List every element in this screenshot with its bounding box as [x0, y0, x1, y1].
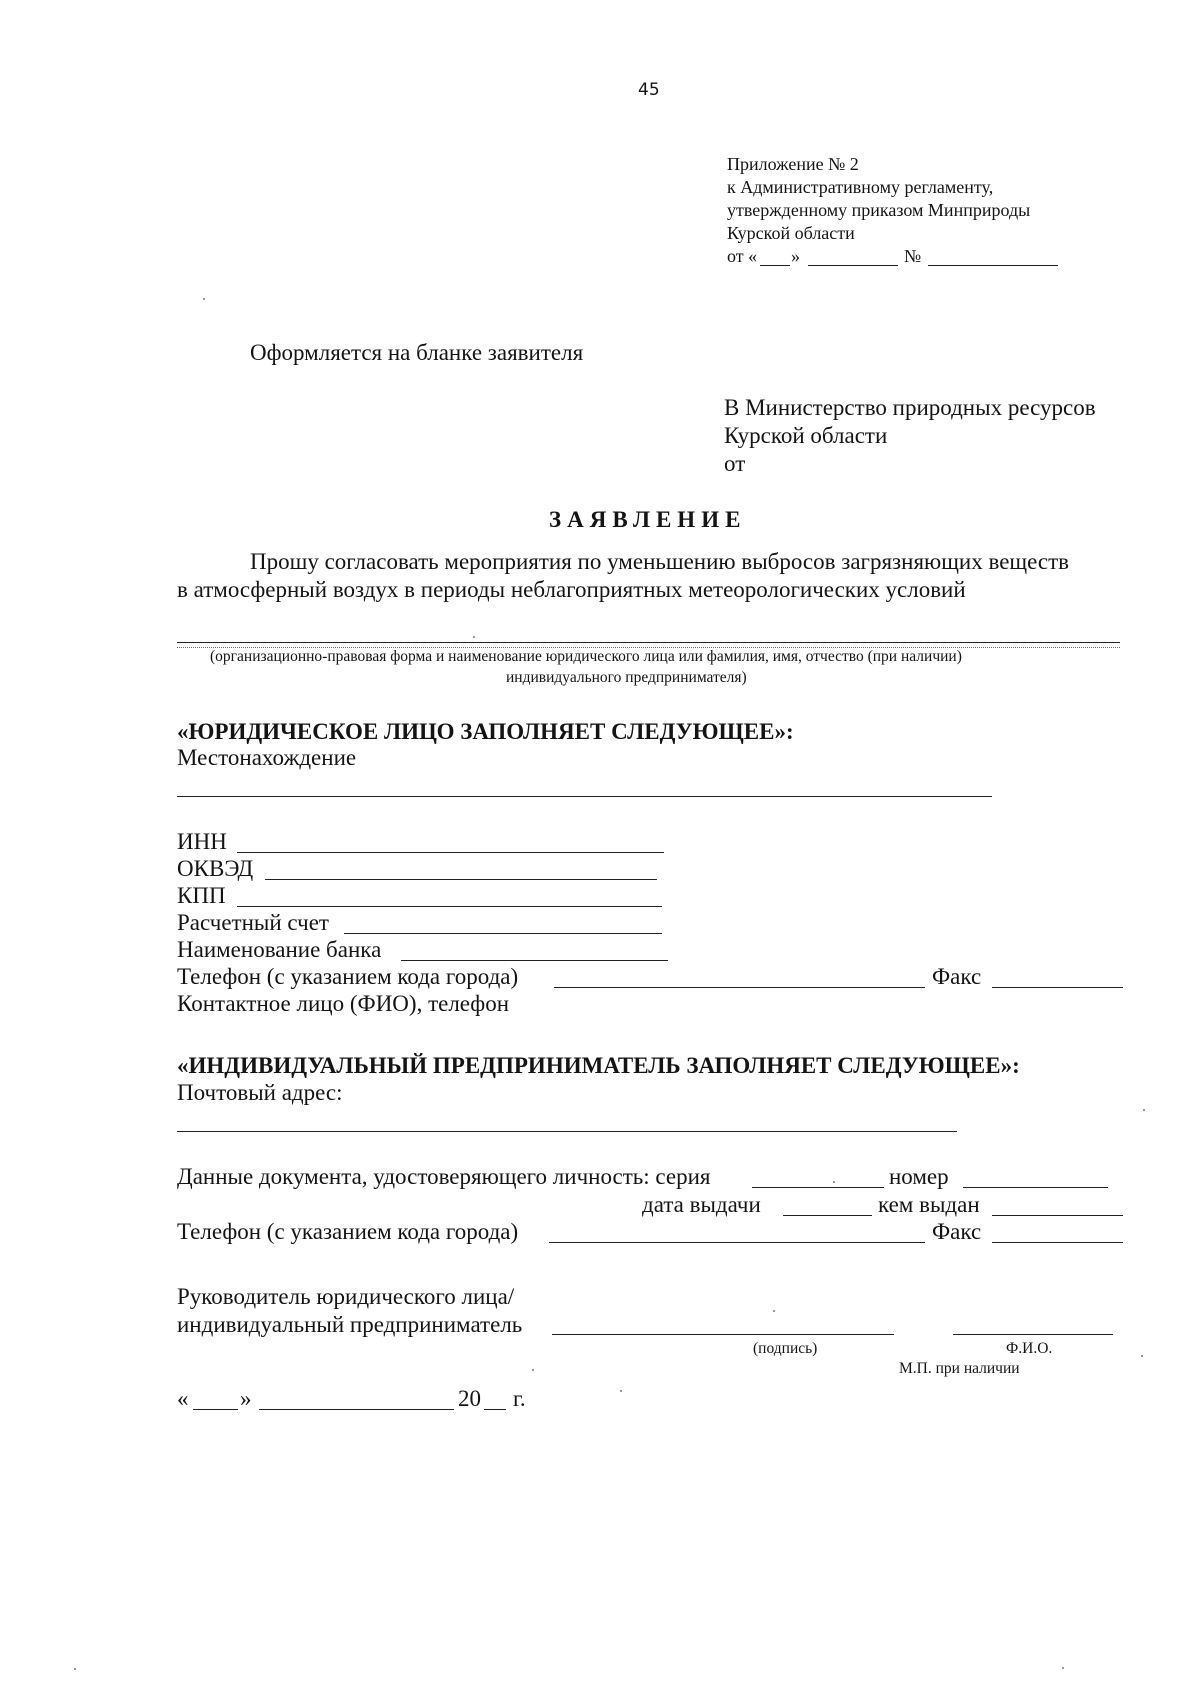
appendix-line-1: Приложение № 2 [727, 154, 859, 174]
id-series-field[interactable] [752, 1187, 884, 1188]
location-field[interactable] [177, 796, 992, 797]
scan-speck [1062, 1667, 1064, 1669]
document-title: ЗАЯВЛЕНИЕ [549, 507, 747, 532]
id-number-label: номер [889, 1164, 949, 1189]
kpp-label: КПП [177, 883, 226, 908]
appendix-date-prefix: от « [727, 246, 758, 266]
issue-date-label: дата выдачи [642, 1192, 761, 1217]
signature-label-line-1: Руководитель юридического лица/ [177, 1284, 515, 1309]
scan-speck [773, 1310, 775, 1312]
applicant-caption-line-2: индивидуального предпринимателя) [506, 669, 747, 686]
footer-open-quote: « [177, 1386, 189, 1411]
scan-speck [473, 636, 475, 638]
contact-label: Контактное лицо (ФИО), телефон [177, 991, 510, 1016]
scan-speck [620, 1390, 622, 1392]
applicant-caption-line-1: (организационно-правовая форма и наименование юридического лица или фамилия, имя, отчество (при наличии) [210, 648, 962, 665]
appendix-number-field[interactable] [928, 265, 1058, 266]
signature-label-line-2: индивидуальный предприниматель [177, 1312, 523, 1337]
legal-fax-label: Факс [932, 964, 982, 989]
appendix-line-2: к Административному регламенту, [727, 177, 994, 197]
applicant-name-field[interactable] [177, 642, 1120, 643]
entrepreneur-heading: «ИНДИВИДУАЛЬНЫЙ ПРЕДПРИНИМАТЕЛЬ ЗАПОЛНЯЕТ СЛЕДУЮЩЕЕ»: [177, 1053, 1020, 1078]
full-name-caption: Ф.И.О. [1006, 1340, 1053, 1357]
inn-label: ИНН [177, 829, 227, 854]
entrepreneur-fax-field[interactable] [992, 1242, 1123, 1243]
footer-day-field[interactable] [193, 1409, 238, 1410]
scan-speck [532, 1369, 534, 1371]
addressee-line-1: В Министерство природных ресурсов [724, 395, 1096, 420]
addressee-line-2: Курской области [724, 423, 888, 448]
entrepreneur-phone-label: Телефон (с указанием кода города) [177, 1219, 519, 1244]
location-label: Местонахождение [177, 745, 357, 770]
issued-by-field[interactable] [992, 1215, 1123, 1216]
stamp-caption: М.П. при наличии [899, 1360, 1020, 1377]
appendix-number-sign: № [904, 246, 922, 266]
full-name-field[interactable] [953, 1334, 1113, 1335]
inn-field[interactable] [237, 852, 664, 853]
id-number-field[interactable] [963, 1187, 1108, 1188]
entrepreneur-fax-label: Факс [932, 1219, 982, 1244]
letterhead-note: Оформляется на бланке заявителя [250, 340, 584, 365]
signature-field[interactable] [552, 1334, 894, 1335]
footer-year-prefix: 20 [458, 1386, 481, 1411]
okved-label: ОКВЭД [177, 856, 254, 881]
issue-date-field[interactable] [783, 1215, 872, 1216]
kpp-field[interactable] [237, 906, 662, 907]
legal-fax-field[interactable] [992, 987, 1123, 988]
footer-month-field[interactable] [259, 1409, 454, 1410]
account-label: Расчетный счет [177, 910, 329, 935]
scan-speck [1141, 1355, 1143, 1357]
request-line-1: Прошу согласовать мероприятия по уменьшению выбросов загрязняющих веществ [250, 549, 1070, 574]
appendix-line-4: Курской области [727, 223, 855, 243]
footer-year-suffix: г. [513, 1386, 526, 1411]
appendix-date-mid: » [791, 246, 800, 266]
postal-address-field[interactable] [177, 1131, 957, 1132]
appendix-day-field[interactable] [760, 265, 790, 266]
issued-by-label: кем выдан [878, 1192, 980, 1217]
entrepreneur-phone-field[interactable] [549, 1242, 925, 1243]
addressee-line-3: от [724, 451, 746, 476]
page-number: 45 [638, 80, 660, 100]
request-line-2: в атмосферный воздух в периоды неблагоприятных метеорологических условий [177, 577, 966, 602]
bank-label: Наименование банка [177, 937, 382, 962]
footer-year-field[interactable] [484, 1409, 506, 1410]
id-document-label: Данные документа, удостоверяющего личность: серия [177, 1164, 711, 1189]
postal-address-label: Почтовый адрес: [177, 1080, 343, 1105]
scan-speck [1143, 1109, 1145, 1111]
legal-phone-label: Телефон (с указанием кода города) [177, 964, 519, 989]
bank-field[interactable] [401, 960, 668, 961]
scan-speck [74, 1668, 76, 1670]
scan-speck [833, 1181, 835, 1183]
signature-caption: (подпись) [753, 1340, 818, 1357]
scan-speck [203, 298, 205, 300]
appendix-month-field[interactable] [808, 265, 898, 266]
appendix-line-3: утвержденному приказом Минприроды [727, 200, 1031, 220]
legal-phone-field[interactable] [554, 987, 925, 988]
okved-field[interactable] [265, 879, 657, 880]
footer-close-quote: » [240, 1386, 252, 1411]
account-field[interactable] [344, 933, 662, 934]
legal-entity-heading: «ЮРИДИЧЕСКОЕ ЛИЦО ЗАПОЛНЯЕТ СЛЕДУЮЩЕЕ»: [177, 719, 794, 744]
